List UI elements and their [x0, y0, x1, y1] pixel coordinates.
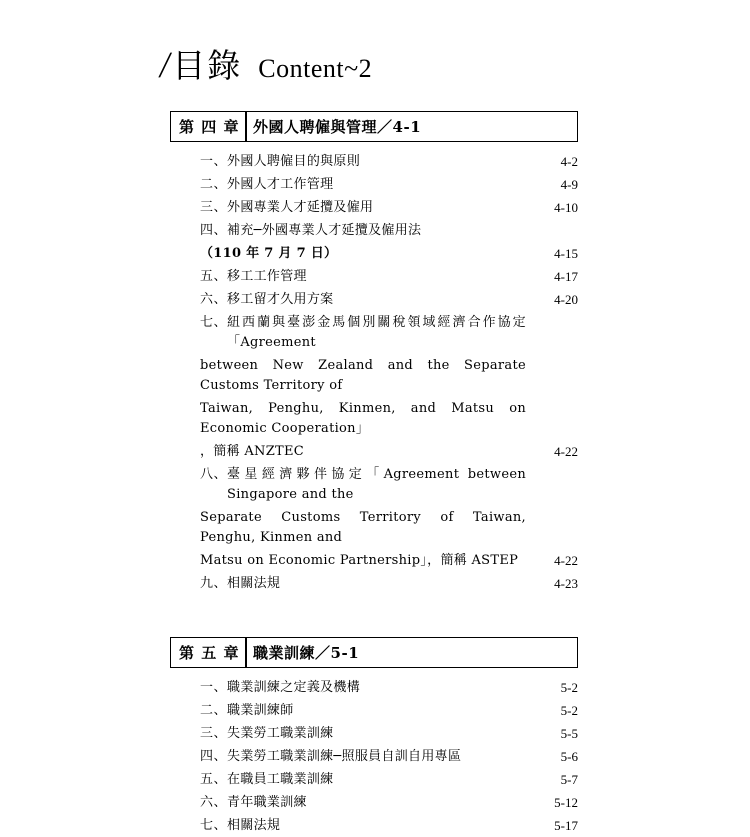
entry-number: 七、 — [200, 817, 228, 833]
entry-page: 5-12 — [554, 794, 578, 810]
entry-text: 失業勞工職業訓練 — [227, 725, 334, 741]
toc-entry-continued[interactable] — [200, 549, 578, 572]
toc-entry[interactable] — [200, 676, 578, 699]
entry-text: 外國人才工作管理 — [227, 176, 334, 192]
toc-entry[interactable] — [200, 265, 578, 288]
title-slash-mark: / — [157, 45, 174, 86]
entry-text: 在職員工職業訓練 — [227, 771, 334, 787]
chapter-header-5 — [170, 637, 578, 668]
entry-page: 5-2 — [560, 679, 578, 695]
chapter-5-entries — [0, 676, 750, 837]
entry-number: 三、 — [200, 725, 228, 741]
title-english: Content~2 — [258, 54, 373, 83]
entry-page: 5-17 — [554, 817, 578, 833]
entry-page: 4-23 — [554, 575, 578, 591]
chapter-title-5: 職業訓練／5-1 — [253, 644, 360, 662]
entry-page: 4-2 — [560, 153, 578, 169]
entry-text: 職業訓練之定義及機構 — [227, 679, 361, 695]
toc-entry[interactable] — [200, 572, 578, 595]
entry-text: 外國人聘僱目的與原則 — [227, 153, 361, 169]
entry-number: 三、 — [200, 199, 228, 215]
entry-number: 五、 — [200, 268, 228, 284]
toc-entry[interactable] — [200, 173, 578, 196]
toc-entry[interactable] — [200, 814, 578, 837]
toc-entry-continued[interactable] — [200, 506, 578, 549]
entry-page: 5-5 — [560, 725, 578, 741]
entry-number: 六、 — [200, 291, 228, 307]
toc-entry-continued[interactable] — [200, 242, 578, 265]
toc-entry[interactable] — [200, 150, 578, 173]
entry-text: 職業訓練師 — [227, 702, 294, 718]
entry-text: 失業勞工職業訓練─照服員自訓自用專區 — [227, 748, 462, 764]
entry-page: 5-6 — [560, 748, 578, 764]
entry-text: Separate Customs Territory of Taiwan, Penghu, Kinmen and — [200, 509, 526, 545]
entry-text: ，簡稱 ANZTEC — [200, 443, 305, 459]
toc-entry[interactable] — [200, 196, 578, 219]
entry-text: 補充─外國專業人才延攬及僱用法 — [227, 222, 422, 238]
entry-text: 相關法規 — [227, 817, 281, 833]
entry-number: 六、 — [200, 794, 228, 810]
page-title — [157, 40, 750, 87]
entry-page: 4-22 — [554, 443, 578, 459]
entry-number: 一、 — [200, 679, 228, 695]
entry-page: 4-22 — [554, 552, 578, 568]
toc-entry[interactable] — [200, 219, 578, 242]
entry-page: 5-2 — [560, 702, 578, 718]
toc-entry[interactable] — [200, 745, 578, 768]
toc-entry[interactable] — [200, 768, 578, 791]
entry-number: 五、 — [200, 771, 228, 787]
entry-page: 4-10 — [554, 199, 578, 215]
toc-entry[interactable] — [200, 311, 578, 354]
toc-entry[interactable] — [200, 722, 578, 745]
chapter-4-entries — [0, 150, 750, 595]
chapter-label-4: 第 四 章 — [179, 118, 240, 136]
entry-number: 四、 — [200, 748, 228, 764]
toc-entry[interactable] — [200, 463, 578, 506]
toc-entry[interactable] — [200, 288, 578, 311]
entry-number: 七、 — [200, 314, 228, 330]
entry-page: 4-15 — [554, 245, 578, 261]
chapter-header-4 — [170, 111, 578, 142]
entry-text: between New Zealand and the Separate Customs Territory of — [200, 357, 526, 393]
chapter-title-4: 外國人聘僱與管理／4-1 — [253, 118, 422, 136]
toc-entry[interactable] — [200, 699, 578, 722]
entry-text: Taiwan, Penghu, Kinmen, and Matsu on Economic Cooperation」 — [200, 400, 526, 436]
toc-entry-continued[interactable] — [200, 440, 578, 463]
entry-page: 5-7 — [560, 771, 578, 787]
title-chinese: 目錄 — [172, 46, 243, 85]
entry-text: （110 年 7 月 7 日） — [200, 245, 338, 261]
entry-text: 紐西蘭與臺澎金馬個別關稅領域經濟合作協定「Agreement — [227, 314, 526, 350]
entry-text: 外國專業人才延攬及僱用 — [227, 199, 374, 215]
entry-text: 臺星經濟夥伴協定「Agreement between Singapore and the — [227, 466, 526, 502]
entry-number: 八、 — [200, 466, 228, 482]
entry-number: 二、 — [200, 176, 228, 192]
entry-text: 移工留才久用方案 — [227, 291, 334, 307]
entry-page: 4-20 — [554, 291, 578, 307]
entry-number: 一、 — [200, 153, 228, 169]
entry-page: 4-9 — [560, 176, 578, 192]
toc-entry-continued[interactable] — [200, 354, 578, 397]
chapter-label-5: 第 五 章 — [179, 644, 240, 662]
toc-page — [0, 40, 750, 833]
entry-text: 相關法規 — [227, 575, 281, 591]
entry-page: 4-17 — [554, 268, 578, 284]
entry-text: 移工工作管理 — [227, 268, 307, 284]
entry-number: 二、 — [200, 702, 228, 718]
toc-entry[interactable] — [200, 791, 578, 814]
toc-entry-continued[interactable] — [200, 397, 578, 440]
entry-text: Matsu on Economic Partnership」，簡稱 ASTEP — [200, 552, 519, 568]
entry-text: 青年職業訓練 — [227, 794, 307, 810]
entry-number: 九、 — [200, 575, 228, 591]
entry-number: 四、 — [200, 222, 228, 238]
